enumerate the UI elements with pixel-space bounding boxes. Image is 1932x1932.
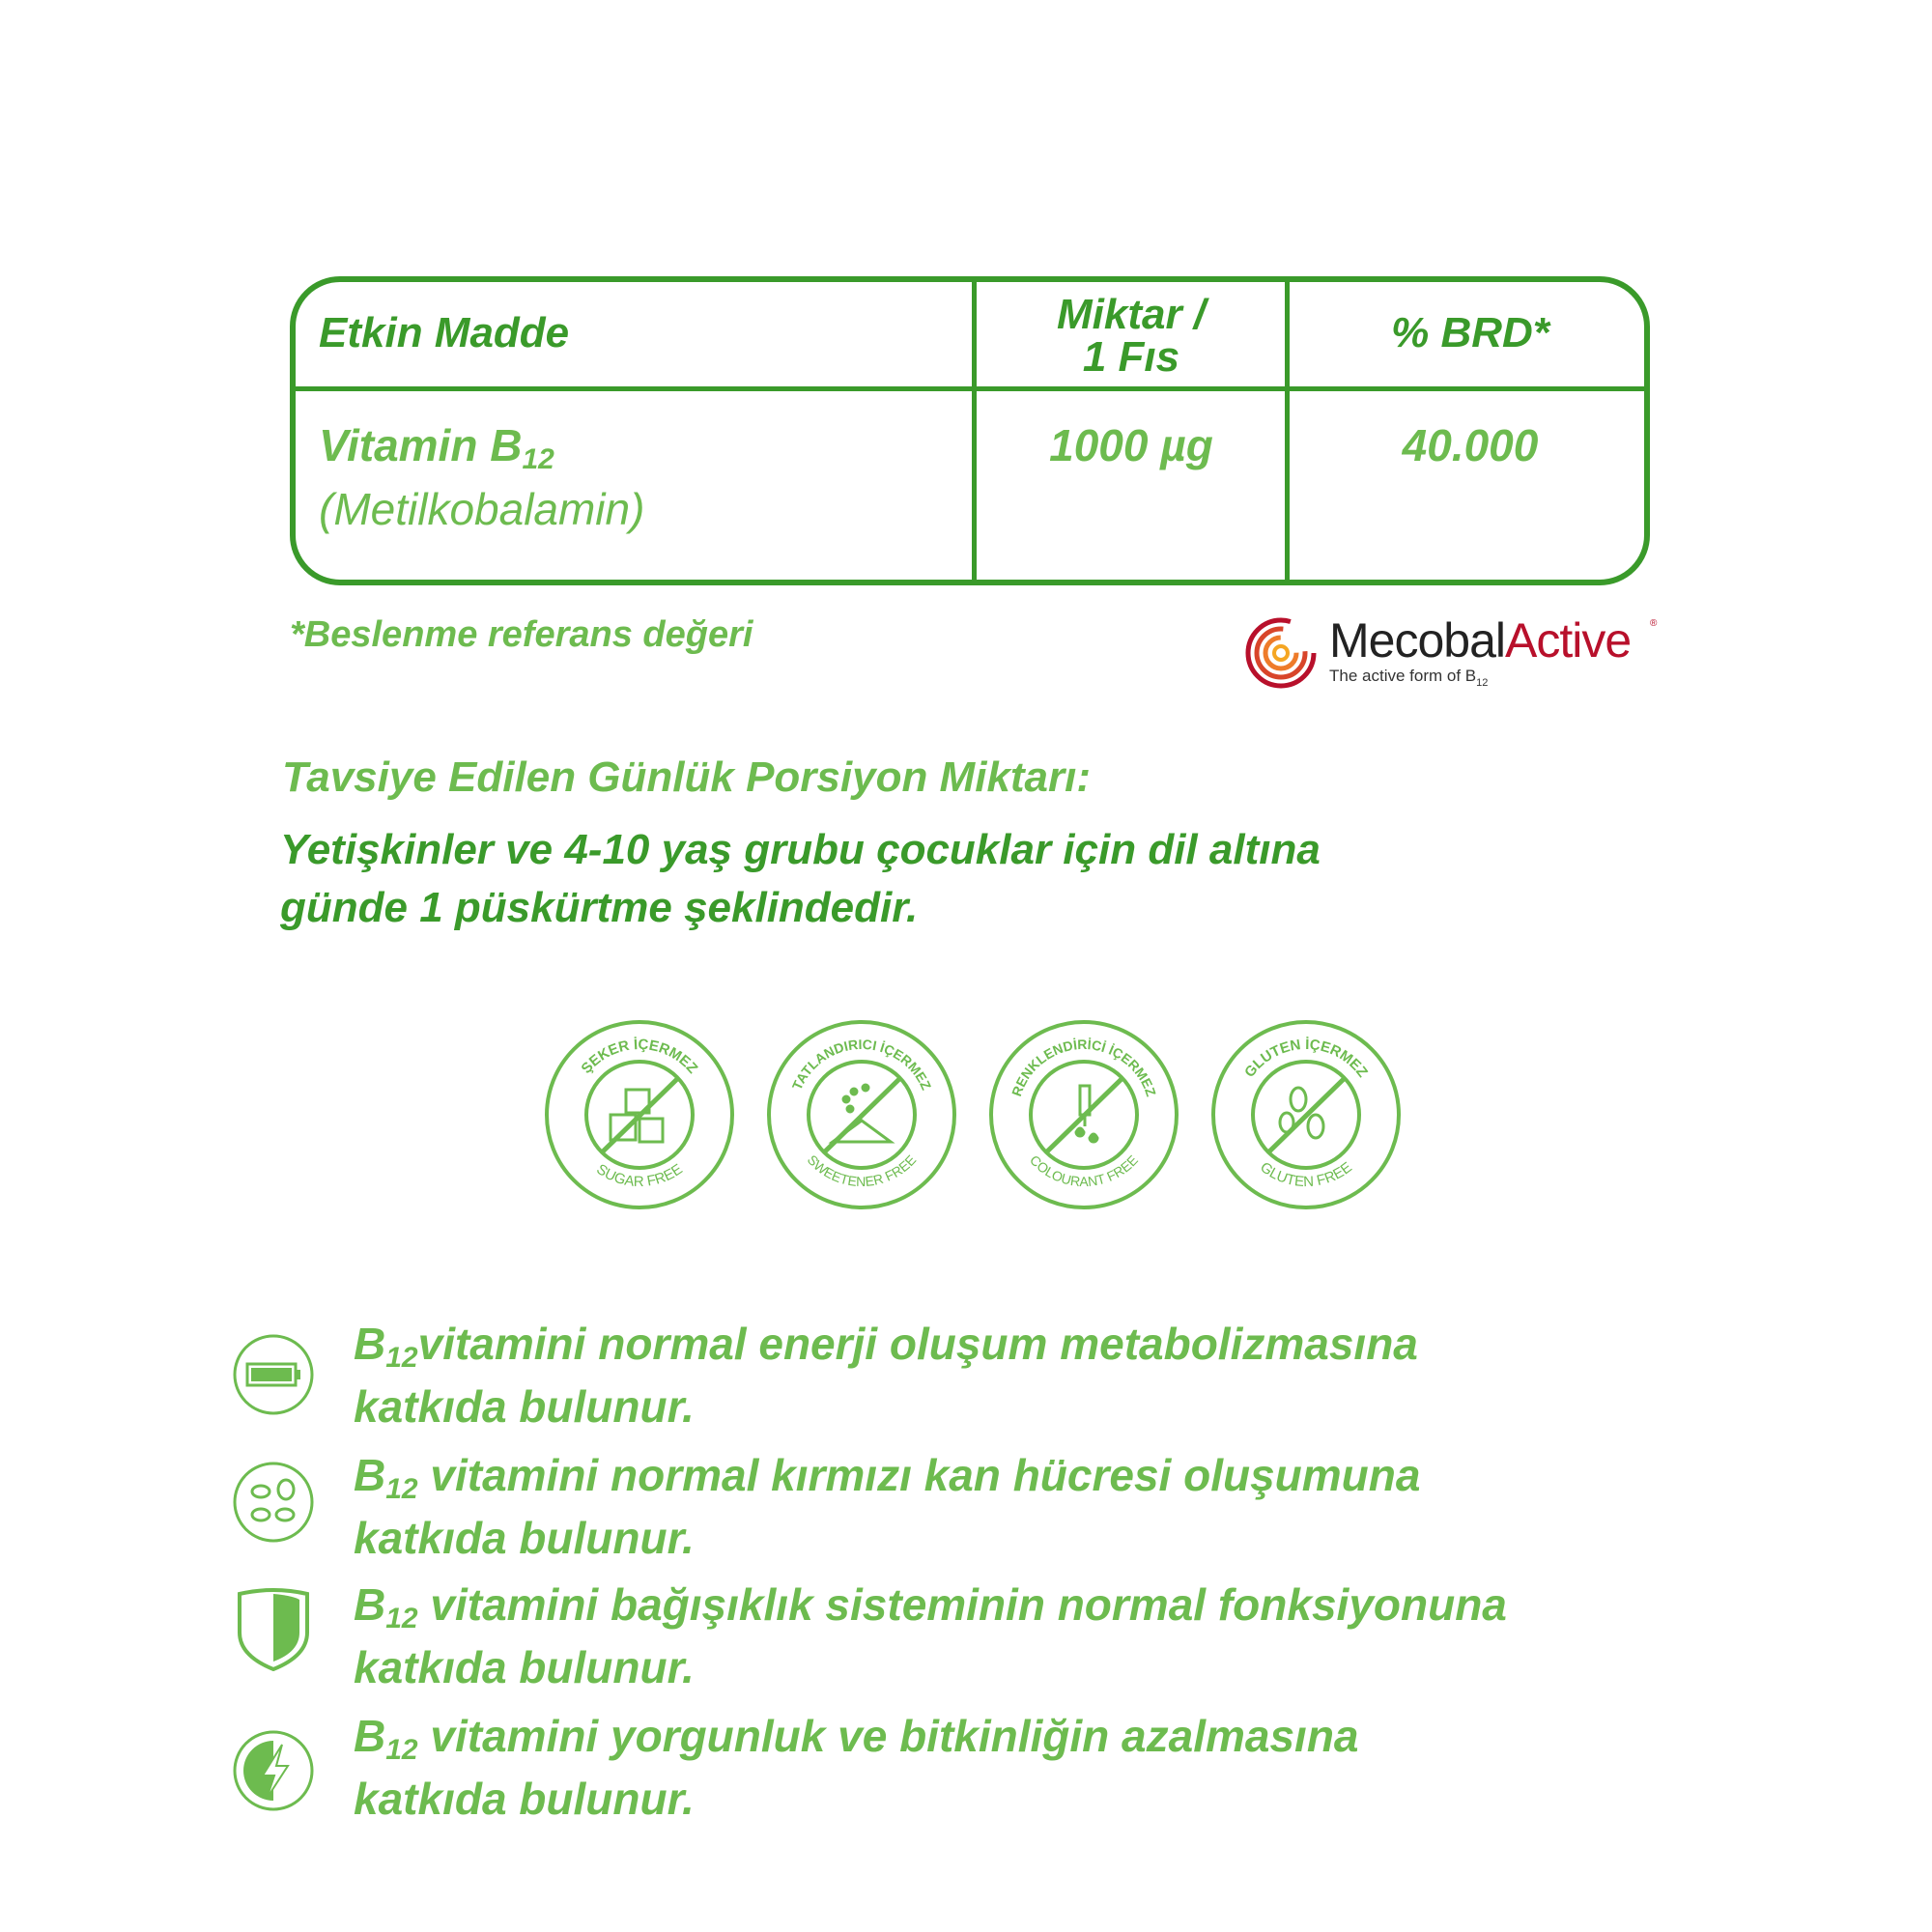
header-brd: % BRD* bbox=[1391, 309, 1549, 356]
svg-text:GLUTEN İÇERMEZ bbox=[1241, 1037, 1371, 1081]
svg-text:SWEETENER FREE bbox=[805, 1151, 920, 1189]
svg-text:RENKLENDİRİCİ İÇERMEZ bbox=[1009, 1037, 1159, 1098]
shield-icon bbox=[232, 1588, 315, 1671]
svg-text:SUGAR FREE bbox=[593, 1161, 685, 1190]
sugar-free-badge bbox=[543, 1018, 736, 1211]
blood-cells-icon bbox=[232, 1461, 315, 1544]
mecobalactive-logo bbox=[1240, 611, 1665, 697]
header-ingredient: Etkin Madde bbox=[319, 309, 570, 356]
claim-fatigue: B12 vitamini yorgunluk ve bitkinliğin azalmasına katkıda bulunur. bbox=[354, 1711, 1359, 1824]
badge-top-text: RENKLENDİRİCİ İÇERMEZ bbox=[1009, 1036, 1159, 1098]
svg-text:COLOURANT FREE bbox=[1027, 1152, 1141, 1189]
badge-bottom-text: GLUTEN FREE bbox=[1257, 1158, 1355, 1191]
gluten-free-badge bbox=[1209, 1018, 1403, 1211]
energy-bolt-icon bbox=[232, 1729, 315, 1812]
ingredient-form: (Metilkobalamin) bbox=[319, 484, 645, 534]
badge-bottom-text: SWEETENER FREE bbox=[804, 1151, 920, 1190]
badge-bottom-text: SUGAR FREE bbox=[593, 1160, 686, 1191]
svg-text:ŞEKER İÇERMEZ bbox=[579, 1037, 701, 1077]
battery-icon bbox=[232, 1333, 315, 1416]
badge-top-text: GLUTEN İÇERMEZ bbox=[1241, 1036, 1372, 1081]
registered-mark: ® bbox=[1650, 618, 1658, 629]
column-divider bbox=[972, 282, 977, 580]
svg-text:GLUTEN FREE bbox=[1257, 1159, 1355, 1190]
badge-top-text: ŞEKER İÇERMEZ bbox=[578, 1036, 701, 1077]
column-divider bbox=[1285, 282, 1290, 580]
logo-wordmark: MecobalActive bbox=[1329, 613, 1632, 668]
claim-red-blood-cells: B12 vitamini normal kırmızı kan hücresi oluşumuna katkıda bulunur. bbox=[354, 1450, 1421, 1563]
sweetener-free-badge bbox=[765, 1018, 958, 1211]
badge-bottom-text: COLOURANT FREE bbox=[1027, 1151, 1141, 1190]
footnote: *Beslenme referans değeri bbox=[290, 614, 753, 655]
ingredient-name: Vitamin B12 bbox=[319, 420, 554, 475]
claim-energy: B12vitamini normal enerji oluşum metabolizmasına katkıda bulunur. bbox=[354, 1319, 1418, 1432]
header-amount: Miktar / 1 Fıs bbox=[1056, 291, 1207, 381]
header-divider bbox=[296, 386, 1644, 391]
amount-value: 1000 µg bbox=[1049, 420, 1213, 470]
claim-immune-system: B12 vitamini bağışıklık sisteminin normal fonksiyonuna katkıda bulunur. bbox=[354, 1579, 1507, 1692]
svg-text:TATLANDIRICI İÇERMEZ bbox=[789, 1037, 935, 1093]
logo-swirl-icon bbox=[1242, 614, 1320, 692]
recommendation-title: Tavsiye Edilen Günlük Porsiyon Miktarı: bbox=[282, 753, 1092, 801]
badge-top-text: TATLANDIRICI İÇERMEZ bbox=[788, 1036, 935, 1093]
brd-value: 40.000 bbox=[1402, 420, 1539, 470]
wheat-icon bbox=[1280, 1088, 1323, 1138]
nutrition-table bbox=[290, 276, 1650, 585]
recommendation-text: Yetişkinler ve 4-10 yaş grubu çocuklar için dil altına günde 1 püskürtme şeklindedir. bbox=[280, 826, 1321, 931]
logo-tagline: The active form of $B_{12}$ bbox=[1329, 667, 1489, 689]
colourant-free-badge bbox=[987, 1018, 1180, 1211]
